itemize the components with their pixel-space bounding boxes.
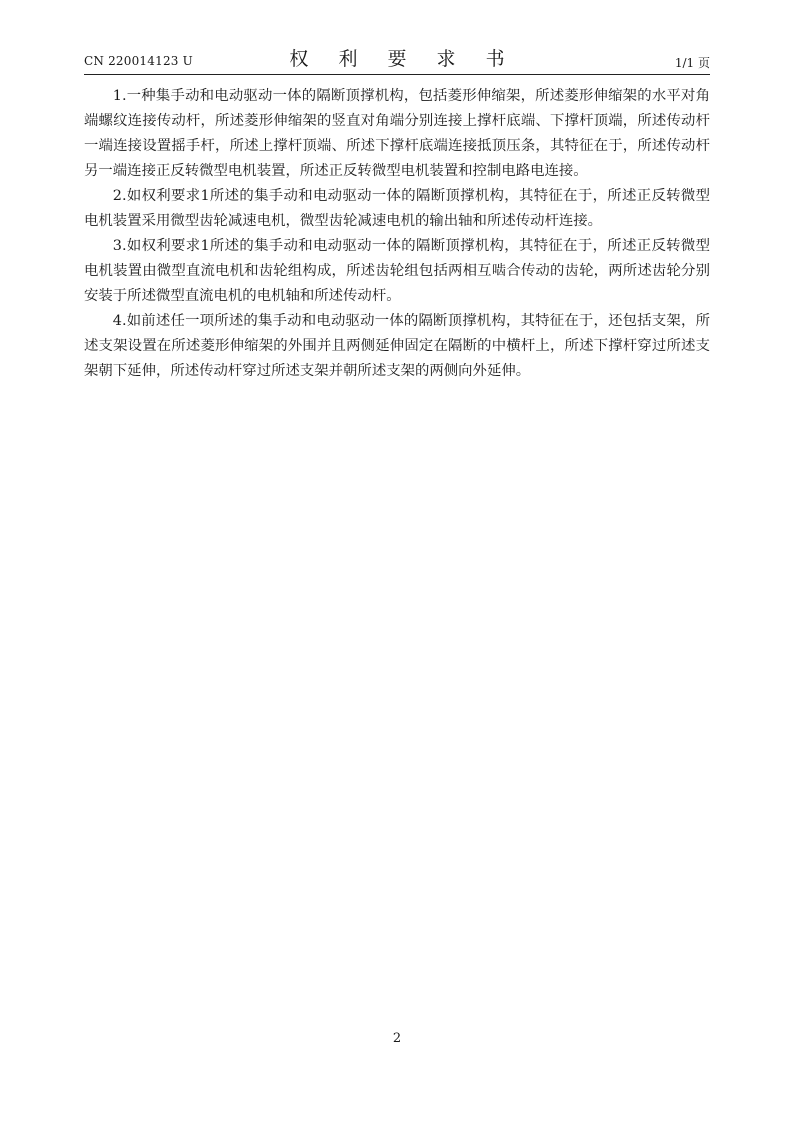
page-number: 2: [392, 1031, 402, 1046]
page-header: [84, 44, 710, 72]
document-title: 权 利 要 求 书: [289, 48, 517, 70]
publication-number: CN 220014123 U: [84, 54, 193, 68]
claims-list: [84, 84, 710, 384]
claim-3: 3.如权利要求1所述的集手动和电动驱动一体的隔断顶撑机构，其特征在于，所述正反转微型电机装置由微型直流电机和齿轮组构成，所述齿轮组包括两相互啮合传动的齿轮，两所述齿轮分别安装于所述微型直流电机的电机轴和所述传动杆。: [84, 238, 710, 304]
claim-1: 1.一种集手动和电动驱动一体的隔断顶撑机构，包括菱形伸缩架，所述菱形伸缩架的水平对角端螺纹连接传动杆，所述菱形伸缩架的竖直对角端分别连接上撑杆底端、下撑杆顶端，所述传动杆一端连接设置摇手杆，所述上撑杆顶端、所述下撑杆底端连接抵顶压条，其特征在于，所述传动杆另一端连接正反转微型电机装置，所述正反转微型电机装置和控制电路电连接。: [84, 88, 710, 179]
claim-2: 2.如权利要求1所述的集手动和电动驱动一体的隔断顶撑机构，其特征在于，所述正反转微型电机装置采用微型齿轮减速电机，微型齿轮减速电机的输出轴和所述传动杆连接。: [84, 188, 710, 229]
header-divider: [84, 74, 710, 75]
page-info: 1/1 页: [674, 56, 710, 70]
claim-4: 4.如前述任一项所述的集手动和电动驱动一体的隔断顶撑机构，其特征在于，还包括支架，所述支架设置在所述菱形伸缩架的外围并且两侧延伸固定在隔断的中横杆上，所述下撑杆穿过所述支架朝下延伸，所述传动杆穿过所述支架并朝所述支架的两侧向外延伸。: [84, 313, 710, 379]
